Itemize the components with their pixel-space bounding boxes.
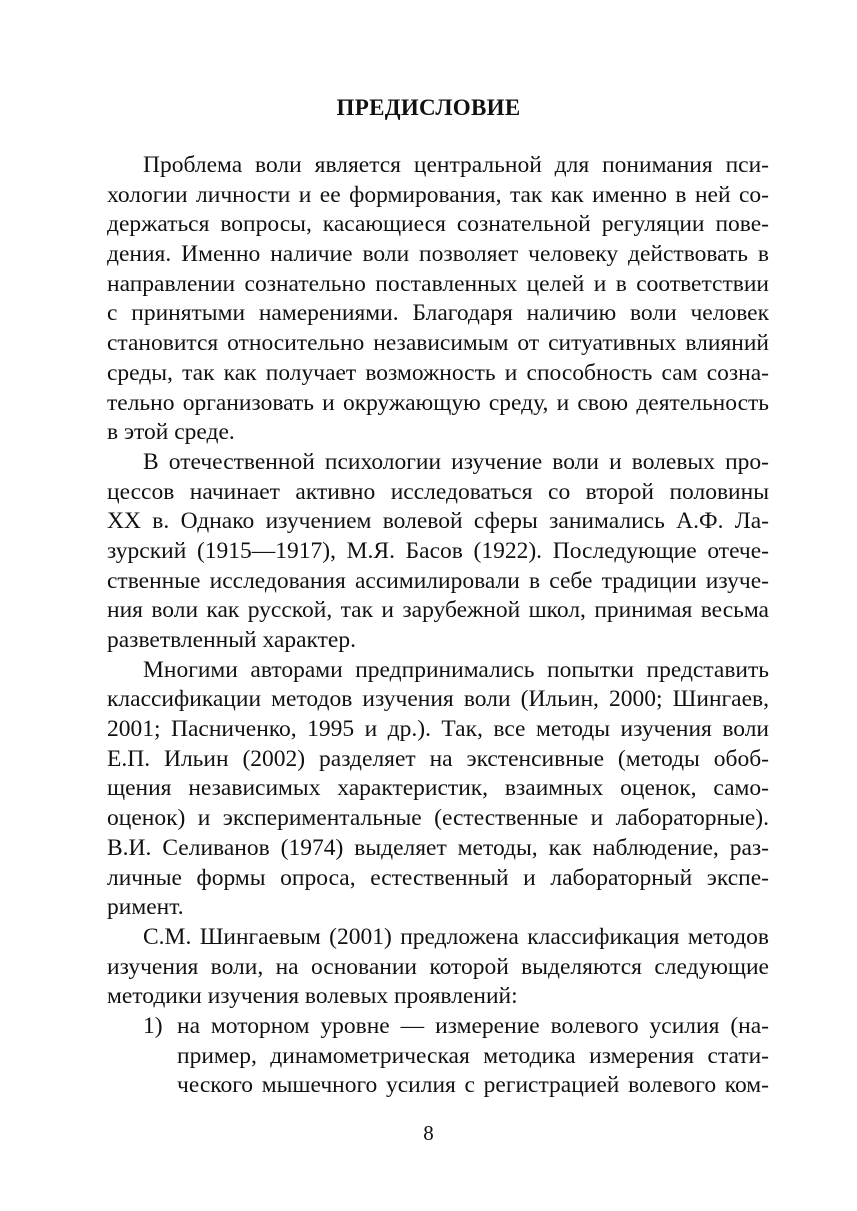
- text-line: с принятыми намерениями. Благодаря наличию воли человек: [107, 300, 769, 327]
- page-title: ПРЕДИСЛОВИЕ: [336, 95, 521, 120]
- paragraph: [107, 151, 769, 448]
- text-line: классификации методов изучения воли (Ильин, 2000; Шингаев,: [107, 686, 769, 713]
- method-list: [107, 1012, 769, 1101]
- body-text: [107, 151, 769, 1101]
- list-item-number: 1): [143, 1012, 163, 1039]
- text-line: ческого мышечного усилия с регистрацией волевого ком-: [177, 1072, 769, 1099]
- text-line: направлении сознательно поставленных целей и в соответствии: [107, 270, 769, 297]
- text-line: хологии личности и ее формирования, так как именно в ней со-: [107, 181, 769, 208]
- list-item: [107, 1012, 769, 1101]
- text-line: Е.П. Ильин (2002) разделяет на экстенсивные (методы обоб-: [107, 745, 769, 772]
- text-line: В.И. Селиванов (1974) выделяет методы, как наблюдение, раз-: [107, 834, 769, 861]
- text-line: зурский (1915—1917), М.Я. Басов (1922). Последующие отече-: [107, 537, 769, 564]
- text-line: среды, так как получает возможность и способность сам созна-: [107, 359, 769, 386]
- text-line: держаться вопросы, касающиеся сознательной регуляции пове-: [107, 211, 769, 238]
- text-line: дения. Именно наличие воли позволяет человеку действовать в: [107, 241, 769, 268]
- text-line: В отечественной психологии изучение воли и волевых про-: [143, 448, 769, 475]
- page-number: 8: [423, 1121, 434, 1145]
- paragraphs: [107, 151, 769, 1012]
- text-line: методики изучения волевых проявлений:: [107, 983, 518, 1010]
- paragraph: [107, 448, 769, 656]
- text-line: щения независимых характеристик, взаимных оценок, само-: [107, 775, 769, 802]
- text-line: на моторном уровне — измерение волевого усилия (на-: [177, 1012, 769, 1039]
- text-line: Многими авторами предпринимались попытки представить: [143, 656, 769, 683]
- text-line: XX в. Однако изучением волевой сферы занимались А.Ф. Ла-: [107, 508, 769, 535]
- text-line: изучения воли, на основании которой выделяются следующие: [107, 953, 769, 980]
- text-line: римент.: [107, 894, 184, 921]
- text-line: Проблема воли является центральной для понимания пси-: [143, 152, 769, 178]
- text-line: становится относительно независимым от ситуативных влияний: [107, 330, 769, 357]
- text-line: пример, динамометрическая методика измерения стати-: [177, 1042, 769, 1069]
- text-line: 2001; Пасниченко, 1995 и др.). Так, все методы изучения воли: [107, 716, 769, 743]
- paragraph: [107, 656, 769, 923]
- text-line: С.М. Шингаевым (2001) предложена классификация методов: [143, 923, 769, 950]
- paragraph: [107, 923, 769, 1012]
- text-line: в этой среде.: [107, 419, 235, 446]
- text-line: ственные исследования ассимилировали в себе традиции изуче-: [107, 567, 769, 594]
- text-line: цессов начинает активно исследоваться со второй половины: [107, 478, 769, 505]
- text-line: ния воли как русской, так и зарубежной школ, принимая весьма: [107, 597, 769, 624]
- text-line: разветвленный характер.: [107, 627, 356, 653]
- text-line: личные формы опроса, естественный и лабораторный экспе-: [107, 864, 769, 891]
- text-line: оценок) и экспериментальные (естественные и лабораторные).: [107, 805, 769, 832]
- text-line: тельно организовать и окружающую среду, и свою деятельность: [107, 389, 769, 416]
